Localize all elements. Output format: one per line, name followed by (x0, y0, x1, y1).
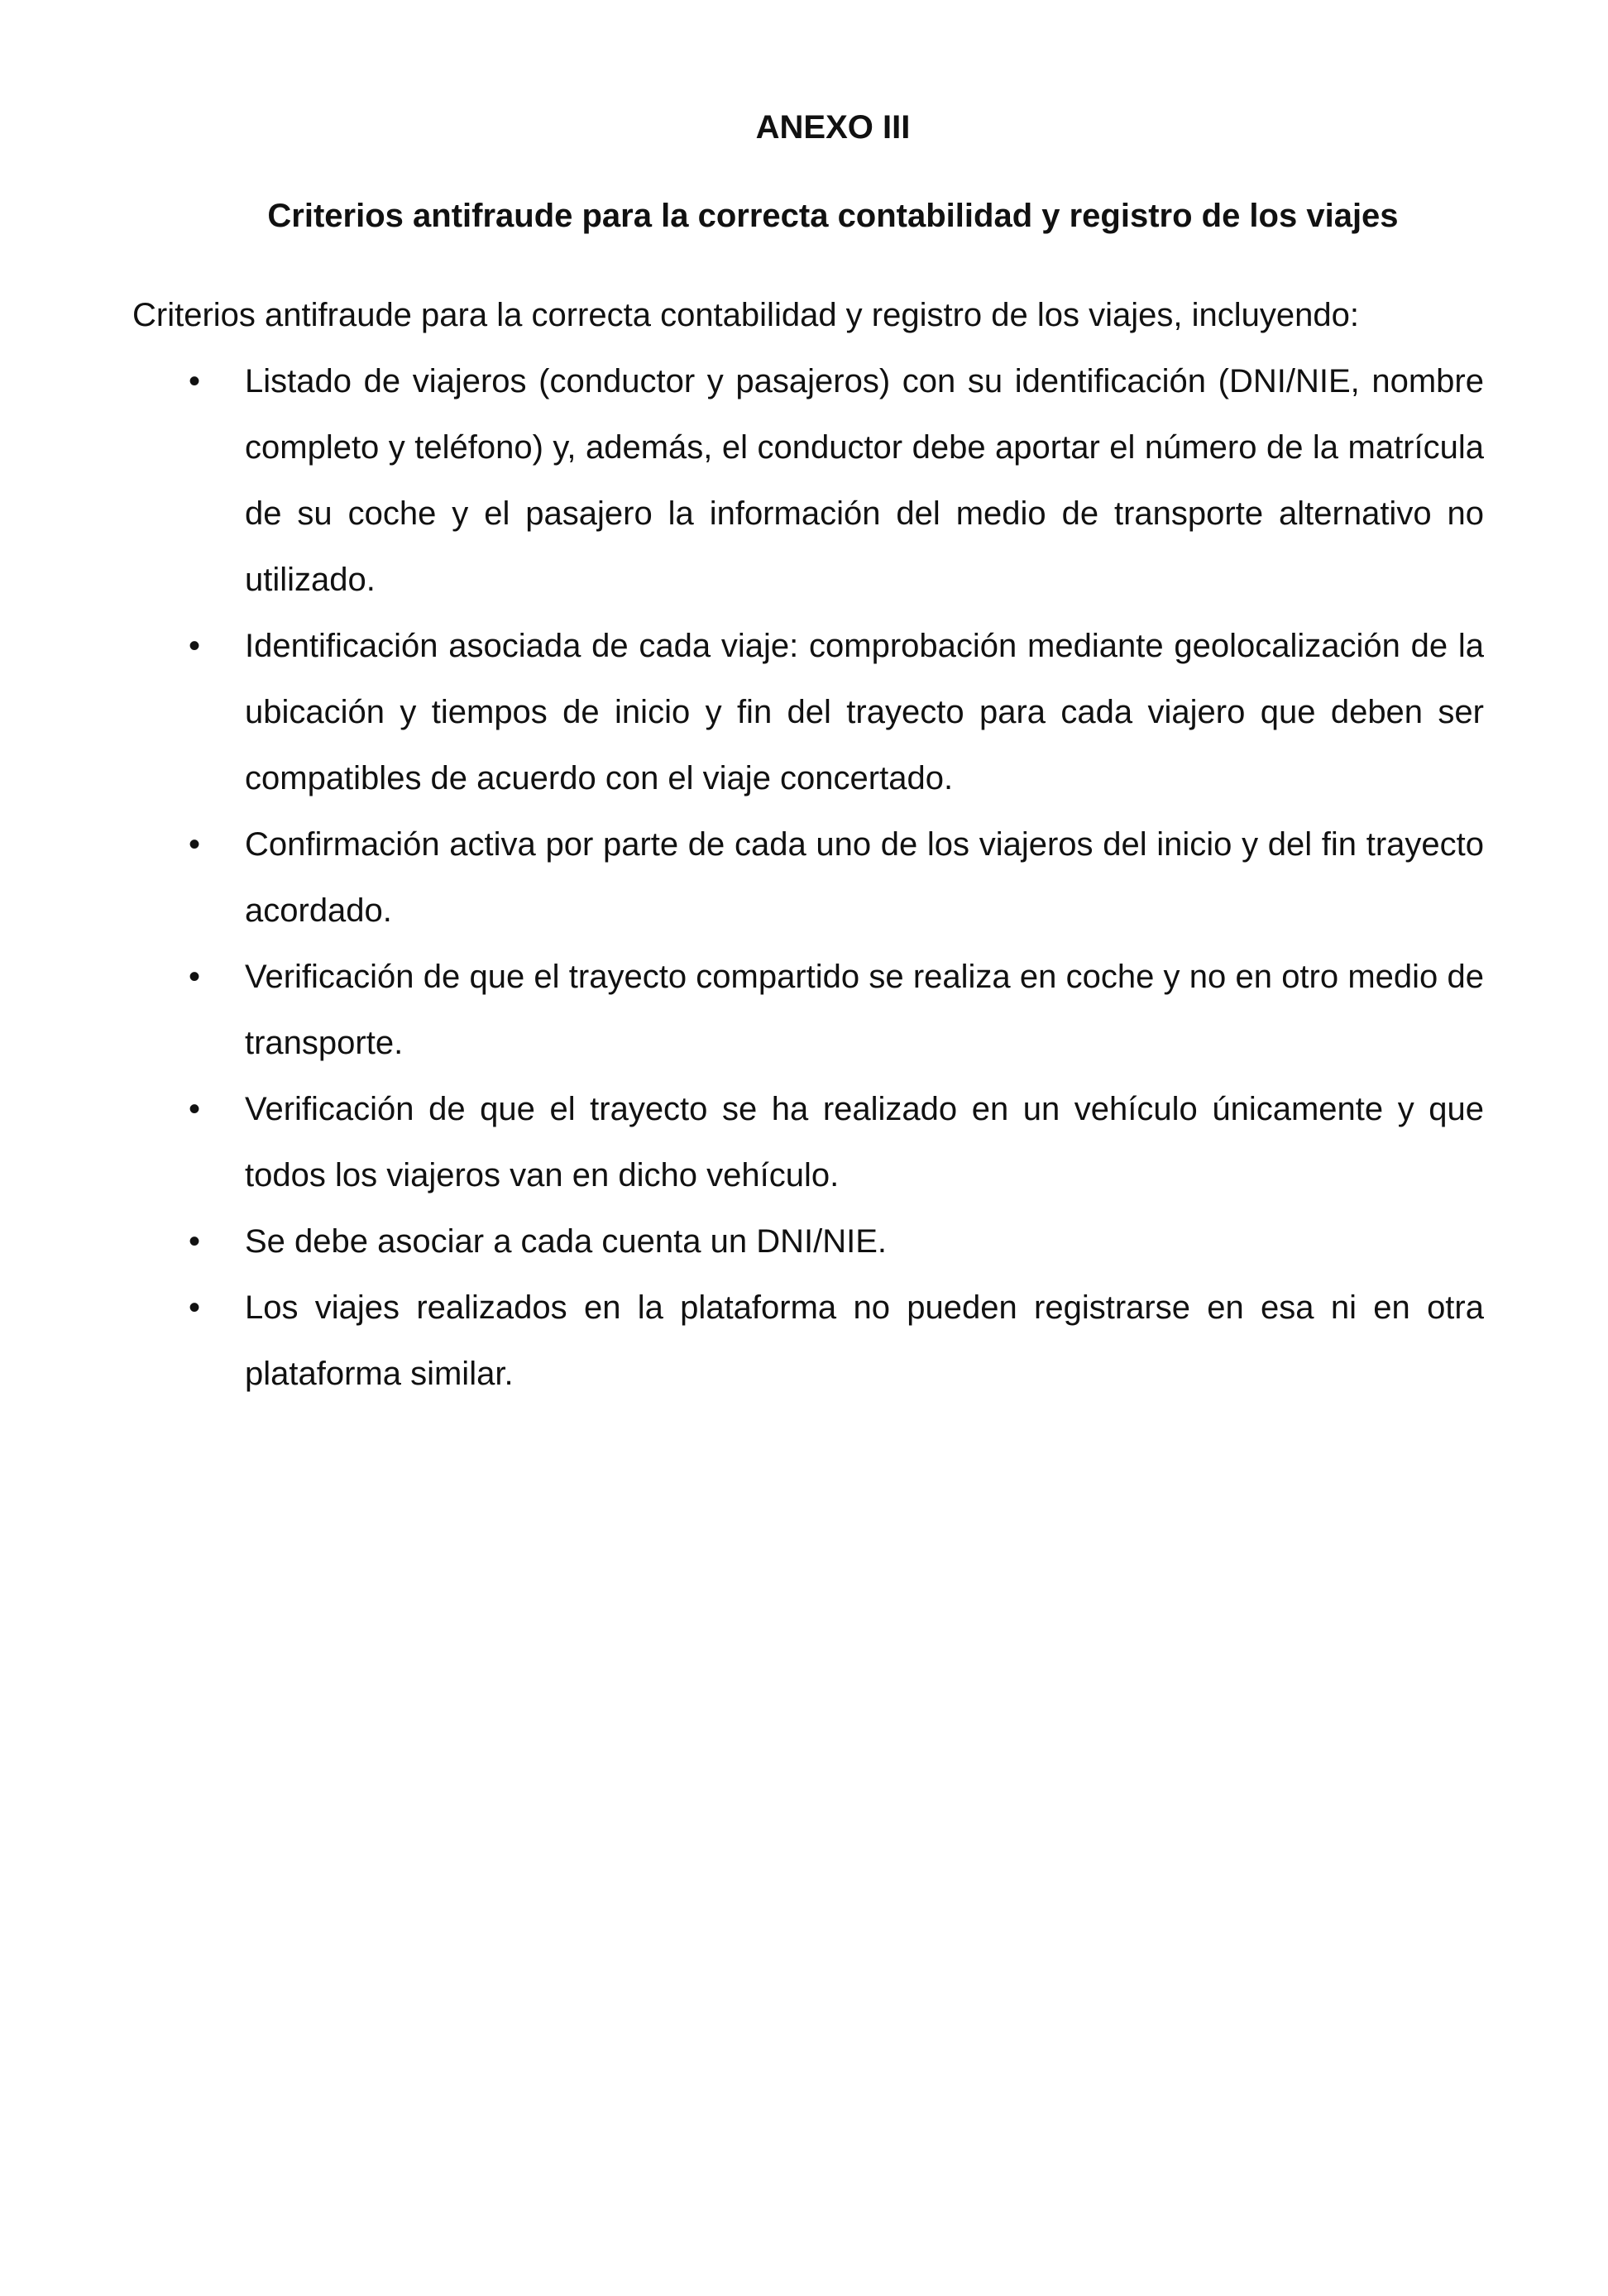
list-item (132, 613, 1484, 811)
list-item (132, 811, 1484, 944)
list-item-text: Se debe asociar a cada cuenta un DNI/NIE. (245, 1223, 888, 1260)
bullet-icon: • (189, 1223, 201, 1260)
annex-title: ANEXO III (755, 109, 911, 146)
list-item (132, 1076, 1484, 1208)
list-item (132, 348, 1484, 613)
list-item-text: Verificación de que el trayecto se ha realizado en un vehículo únicamente y que todos los viajeros van en dicho vehículo. (245, 1091, 1484, 1193)
criteria-list (132, 348, 1484, 1407)
bullet-icon: • (189, 363, 201, 399)
list-item (132, 1208, 1484, 1275)
list-item (132, 1275, 1484, 1407)
document-heading: Criterios antifraude para la correcta contabilidad y registro de los viajes (267, 198, 1399, 234)
bullet-icon: • (189, 959, 201, 995)
list-item-text: Listado de viajeros (conductor y pasajeros) con su identificación (DNI/NIE, nombre completo y teléfono) y, además, el conductor debe aportar el número de la matrícula de su coche y el pasajero la información del medio de transporte alternativo no utilizado. (245, 363, 1484, 598)
bullet-icon: • (189, 826, 201, 863)
bullet-icon: • (189, 1289, 201, 1326)
bullet-icon: • (189, 628, 201, 664)
list-item-text: Los viajes realizados en la plataforma no pueden registrarse en esa ni en otra plataforma similar. (245, 1289, 1484, 1392)
document-page (132, 108, 1484, 1407)
list-item-text: Verificación de que el trayecto compartido se realiza en coche y no en otro medio de transporte. (245, 959, 1484, 1061)
list-item-text: Identificación asociada de cada viaje: comprobación mediante geolocalización de la ubicación y tiempos de inicio y fin del trayecto para cada viajero que deben ser compatibles de acuerdo con el viaje concertado. (245, 628, 1484, 796)
bullet-icon: • (189, 1091, 201, 1127)
intro-paragraph: Criterios antifraude para la correcta contabilidad y registro de los viajes, incluyendo: (132, 297, 1359, 333)
list-item-text: Confirmación activa por parte de cada uno de los viajeros del inicio y del fin trayecto acordado. (245, 826, 1484, 929)
list-item (132, 944, 1484, 1076)
